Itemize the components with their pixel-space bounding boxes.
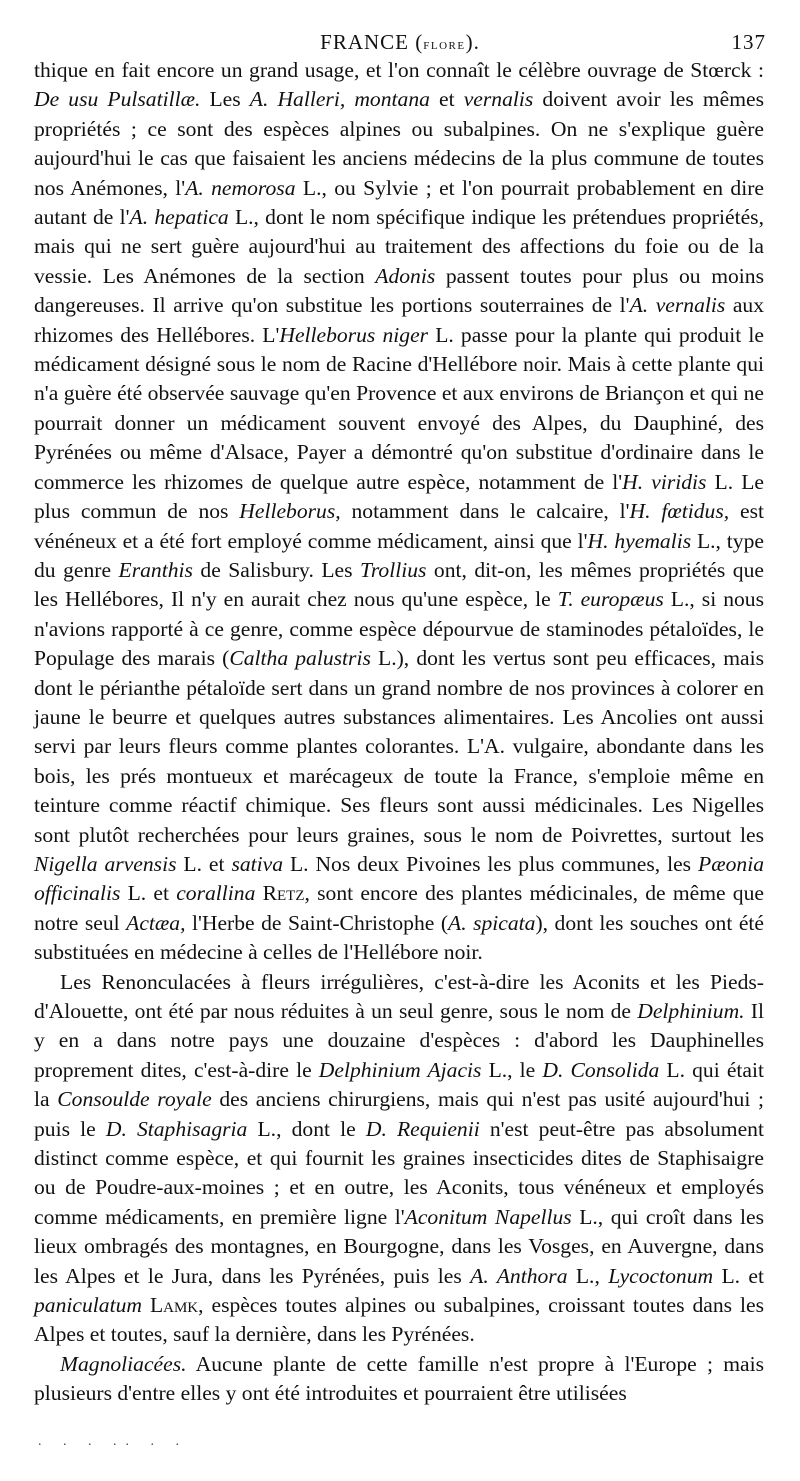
italic-run: Nigella arvensis xyxy=(34,851,177,876)
text-run: aux rhizomes des Hellébores. L' xyxy=(34,293,765,347)
italic-run: A. nemorosa xyxy=(185,175,296,200)
italic-run: D. Consolida xyxy=(542,1057,660,1082)
italic-run: A. hepatica xyxy=(129,205,229,230)
title-text: FRANCE ( xyxy=(320,30,424,54)
text-run: est vénéneux et a été fort employé comme médicament, ainsi que l' xyxy=(34,499,764,553)
italic-run: H. fœtidus, xyxy=(629,499,730,524)
text-run: L.), dont les vertus sont peu efficaces, mais dont le périanthe pétaloïde sert dans un grand nombre de nos provinces à colorer en jaune le beurre et quelques autres substances alimentaires. Les Ancolies ont aussi servi par leurs fleurs comme plantes colorantes. L'A. vulgaire, abondante dans les bois, les prés montueux et marécageux de toute la France, s'emploie même en teinture comme réactif chimique. Ses fleurs sont aussi médicinales. Les Nigelles sont plutôt recherchées pour leurs graines, sous le nom de Poivrettes, surtout les xyxy=(34,646,764,847)
smallcaps-run: Retz xyxy=(262,881,305,906)
italic-run: Lycoctonum xyxy=(608,1263,714,1288)
body-text xyxy=(34,56,764,1409)
text-run: L. et xyxy=(713,1263,764,1288)
text-run: n'est peut-être pas absolument distinct comme espèce, et qui fournit les graines insecticides dites de Staphisaigre ou de Poudre-aux-moines ; et en outre, les Aconits, tous vénéneux et employés comme médicaments, en première ligne l' xyxy=(34,1116,764,1229)
italic-run: paniculatum xyxy=(34,1293,142,1318)
paragraph xyxy=(34,56,764,968)
text-run: L. qui était la xyxy=(34,1057,764,1112)
title-smallcaps: flore xyxy=(423,37,466,53)
text-run: L. Nos deux Pivoines les plus communes, les xyxy=(283,851,699,876)
paragraph xyxy=(34,1350,764,1409)
title-end: ). xyxy=(465,30,480,54)
italic-run: Helleborus, xyxy=(239,499,341,524)
text-run: ), dont les souches ont été substituées en médecine à celles de l'Hellébore noir. xyxy=(34,910,764,965)
italic-run: Delphinium. xyxy=(637,999,745,1023)
text-run: doivent avoir les mêmes propriétés ; ce sont des espèces alpines ou subalpines. On ne s'explique guère aujourd'hui le cas que faisaient les anciens médecins de la plus commune de toutes nos Anémones, l' xyxy=(34,87,764,200)
italic-run: H. hyemalis xyxy=(587,528,692,553)
text-run: L., dont le xyxy=(247,1116,366,1141)
italic-run: Magnoliacées. xyxy=(60,1351,187,1376)
italic-run: Helleborus niger xyxy=(279,322,429,347)
text-run: thique en fait encore un grand usage, et l'on connaît le célèbre ouvrage de Stœrck : xyxy=(34,58,764,82)
italic-run: sativa xyxy=(231,851,284,876)
text-run: des anciens chirurgiens, mais qui n'est pas usité aujourd'hui ; puis le xyxy=(34,1087,765,1141)
text-run: L., xyxy=(567,1263,609,1288)
italic-run: Trollius xyxy=(360,557,427,582)
text-run: ont, dit-on, les mêmes propriétés que les Hellébores, Il n'y en aurait chez nous qu'une espèce, le xyxy=(34,557,764,612)
text-run xyxy=(255,881,262,905)
italic-run: A. vernalis xyxy=(629,293,726,318)
text-run: L. Le plus commun de nos xyxy=(34,469,764,524)
italic-run: Aconitum Napellus xyxy=(404,1204,572,1229)
footer-marks: . . . .. . . xyxy=(38,1434,188,1449)
text-run: L., dont le nom spécifique indique les prétendues propriétés, mais qui ne sert guère aujourd'hui au traitement des affections du foie ou de la vessie. Les Anémones de la section xyxy=(34,205,764,288)
smallcaps-run: Lamk xyxy=(149,1293,199,1318)
paragraph xyxy=(34,968,764,1350)
italic-run: De usu Pulsatillæ. xyxy=(34,87,201,112)
italic-run: Adonis xyxy=(375,263,436,288)
text-run: notamment dans le calcaire, l' xyxy=(340,499,630,524)
italic-run: Delphinium Ajacis xyxy=(318,1057,482,1082)
running-title xyxy=(0,30,800,55)
italic-run: A. Halleri, montana xyxy=(249,87,430,112)
text-run: Aucune plante de cette famille n'est propre à l'Europe ; mais plusieurs d'entre elles y ont été introduites et pourraient être utilisées xyxy=(34,1351,764,1406)
italic-run: H. viridis xyxy=(622,469,707,494)
italic-run: Consoulde royale xyxy=(57,1087,212,1112)
text-run: L., qui croît dans les lieux ombragés des montagnes, en Bourgogne, dans les Vosges, en Auvergne, dans les Alpes et le Jura, dans les Pyrénées, puis les xyxy=(34,1204,764,1288)
italic-run: Actæa, xyxy=(126,910,186,935)
text-run: Les Renonculacées à fleurs irrégulières, c'est-à-dire les Aconits et les Pieds-d'Alouette, ont été par nous réduites à un seul genre, sous le nom de xyxy=(34,969,764,1023)
italic-run: D. Staphisagria xyxy=(105,1116,248,1141)
text-run: L. et xyxy=(120,881,177,906)
text-run: L., le xyxy=(481,1057,543,1082)
italic-run: Caltha palustris xyxy=(229,646,371,671)
italic-run: T. europæus xyxy=(557,587,664,612)
text-run: L., si nous n'avions rapporté à ce genre, comme espèce dépourvue de staminodes pétaloïdes, le Populage des marais ( xyxy=(34,587,764,671)
text-run: L., type du genre xyxy=(34,528,764,582)
italic-run: Eranthis xyxy=(118,557,193,582)
text-run: L., ou Sylvie ; et l'on pourrait probablement en dire autant de l' xyxy=(34,175,765,230)
italic-run: Pæonia officinalis xyxy=(34,851,764,906)
text-run: de Salisbury. Les xyxy=(192,557,360,582)
running-header xyxy=(0,6,800,54)
text-run xyxy=(142,1293,150,1317)
italic-run: corallina xyxy=(176,881,256,906)
text-run: l'Herbe de Saint-Christophe ( xyxy=(185,910,449,935)
italic-run: A. spicata xyxy=(448,910,536,935)
text-run: Les xyxy=(200,87,250,112)
text-run: , espèces toutes alpines ou subalpines, croissant toutes dans les Alpes et toutes, sauf la dernière, dans les Pyrénées. xyxy=(34,1293,764,1347)
page-number: 137 xyxy=(731,30,766,54)
italic-run: vernalis xyxy=(463,87,534,112)
text-run: L. et xyxy=(176,851,232,876)
italic-run: D. Requienii xyxy=(365,1116,480,1141)
text-run: passent toutes pour plus ou moins dangereuses. Il arrive qu'on substitue les portions souterraines de l' xyxy=(34,263,764,318)
text-run: L. passe pour la plante qui produit le médicament désigné sous le nom de Racine d'Hellébore noir. Mais à cette plante qui n'a guère été observée sauvage qu'en Provence et aux environs de Briançon et qui ne pourrait donner un médicament souvent envoyé des Alpes, du Dauphiné, des Pyrénées ou même d'Alsace, Payer a démontré qu'on substitue d'ordinaire dans le commerce les rhizomes de quelque autre espèce, notamment de l' xyxy=(34,322,764,494)
text-run: , sont encore des plantes médicinales, de même que notre seul xyxy=(34,881,764,935)
text-run: Il y en a dans notre pays une douzaine d'espèces : d'abord les Dauphinelles proprement dites, c'est-à-dire le xyxy=(34,999,764,1082)
italic-run: A. Anthora xyxy=(470,1263,568,1288)
text-run: et xyxy=(429,87,464,112)
